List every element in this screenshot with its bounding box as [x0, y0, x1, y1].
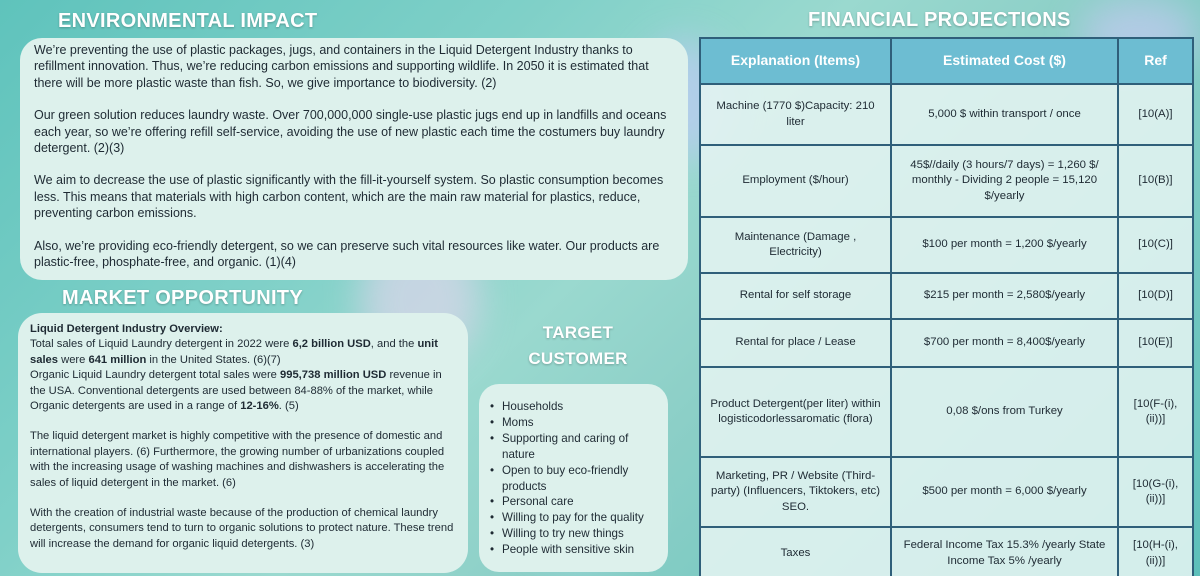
cell-ref: [10(C)] — [1118, 217, 1193, 273]
cell-ref: [10(H-(i), (ii))] — [1118, 527, 1193, 576]
text: , and the — [370, 338, 418, 351]
cell-item: Product Detergent(per liter) within logisticodorlessaromatic (flora) — [700, 367, 891, 457]
market-paragraph-organic — [30, 368, 458, 414]
column-header-explanation: Explanation (Items) — [700, 38, 891, 84]
cell-ref: [10(G-(i), (ii))] — [1118, 457, 1193, 527]
table-row — [700, 367, 1193, 457]
column-header-ref: Ref — [1118, 38, 1193, 84]
target-title-line: CUSTOMER — [528, 349, 628, 368]
list-item: • Supporting and caring of nature — [490, 431, 664, 463]
list-item: • Willing to pay for the quality — [490, 510, 664, 526]
environmental-paragraph: We’re preventing the use of plastic packages, jugs, and containers in the Liquid Detergent Industry thanks to refillment innovation. Thus, we’re reducing carbon emissions and supporting wildlife. In 2050 it is estimated that there will be more plastic waste than fish. So, we give importance to biodiversity. (2) — [34, 43, 649, 90]
text: . (5) — [278, 400, 299, 413]
cell-cost: 0,08 $/ons from Turkey — [891, 367, 1118, 457]
text: revenue in the USA. Conventional detergents are used between 84-88% of the market, while Organic detergents are used in a range of — [30, 369, 442, 413]
list-item: • People with sensitive skin — [490, 542, 664, 558]
text: were — [58, 353, 89, 366]
cell-cost: 5,000 $ within transport / once — [891, 84, 1118, 145]
sales-value: 6,2 billion USD — [292, 338, 371, 351]
cell-item: Marketing, PR / Website (Third-party) (Influencers, Tiktokers, etc) SEO. — [700, 457, 891, 527]
cell-item: Employment ($/hour) — [700, 145, 891, 217]
cell-item: Maintenance (Damage , Electricity) — [700, 217, 891, 273]
cell-ref: [10(F-(i), (ii))] — [1118, 367, 1193, 457]
table-row — [700, 273, 1193, 319]
target-title-line: TARGET — [542, 323, 614, 342]
list-item: • Households — [490, 399, 664, 415]
market-paragraph-trend: With the creation of industrial waste because of the production of chemical laundry detergents, consumers tend to turn to organic solutions to protect nature. These trend will increase the demand for organic liquid detergents. (3) — [30, 507, 454, 550]
cell-item: Rental for self storage — [700, 273, 891, 319]
list-item: • Personal care — [490, 494, 664, 510]
column-header-cost: Estimated Cost ($) — [891, 38, 1118, 84]
financial-projections-title: FINANCIAL PROJECTIONS — [808, 9, 1071, 31]
cell-item: Machine (1770 $)Capacity: 210 liter — [700, 84, 891, 145]
target-customer-card — [479, 384, 668, 572]
environmental-paragraph: Our green solution reduces laundry waste. Over 700,000,000 single-use plastic jugs end up in landfills and oceans each year, so we’re offering refill self-service, avoiding the use of new plastic each time the costumers buy laundry detergent. (2)(3) — [34, 108, 667, 156]
cell-cost: $500 per month = 6,000 $/yearly — [891, 457, 1118, 527]
table-row — [700, 84, 1193, 145]
environmental-paragraph: We aim to decrease the use of plastic significantly with the fill-it-yourself system. So plastic consumption becomes less. This means that materials with high carbon content, which are the main raw material for plastics, reduce, preventing carbon emissions. — [34, 173, 664, 221]
table-row — [700, 527, 1193, 576]
cell-ref: [10(B)] — [1118, 145, 1193, 217]
environmental-impact-card — [20, 38, 688, 280]
market-opportunity-card — [18, 313, 468, 573]
table-row — [700, 319, 1193, 367]
cell-cost: $215 per month = 2,580$/yearly — [891, 273, 1118, 319]
cell-cost: $700 per month = 8,400$/yearly — [891, 319, 1118, 367]
cell-ref: [10(A)] — [1118, 84, 1193, 145]
environmental-impact-title: ENVIRONMENTAL IMPACT — [58, 10, 318, 32]
environmental-paragraph: Also, we’re providing eco-friendly detergent, so we can preserve such vital resources like water. Our products are plastic-free, phosphate-free, and organic. (1)(4) — [34, 238, 660, 270]
unit-sales-label: unit sales — [30, 338, 438, 366]
list-item: • Willing to try new things — [490, 526, 664, 542]
target-customer-list — [490, 399, 664, 558]
market-paragraph-competition: The liquid detergent market is highly competitive with the presence of domestic and international players. (6) Furthermore, the growing number of urbanizations coupled with the increasing usage of washing machines and dishwashers is accelerating the sales of liquid detergent in the market. (6) — [30, 430, 445, 489]
organic-share-value: 12-16% — [240, 400, 279, 413]
cell-ref: [10(D)] — [1118, 273, 1193, 319]
market-opportunity-title: MARKET OPPORTUNITY — [62, 287, 303, 309]
unit-sales-value: 641 million — [88, 353, 147, 366]
cell-cost: 45$//daily (3 hours/7 days) = 1,260 $/ monthly - Dividing 2 people = 15,120 $/yearly — [891, 145, 1118, 217]
target-customer-title — [512, 320, 644, 372]
table-row — [700, 217, 1193, 273]
cell-cost: Federal Income Tax 15.3% /yearly State Income Tax 5% /yearly — [891, 527, 1118, 576]
financial-projections-table — [699, 37, 1194, 576]
text: in the United States. (6)(7) — [146, 353, 281, 366]
organic-revenue-value: 995,738 million USD — [280, 369, 387, 382]
list-item: • Open to buy eco-friendly products — [490, 463, 664, 495]
table-row — [700, 457, 1193, 527]
list-item: • Moms — [490, 415, 664, 431]
table-header-row — [700, 38, 1193, 84]
market-overview-heading: Liquid Detergent Industry Overview: — [30, 323, 223, 335]
table-row — [700, 145, 1193, 217]
cell-cost: $100 per month = 1,200 $/yearly — [891, 217, 1118, 273]
text: Total sales of Liquid Laundry detergent in 2022 were — [30, 338, 293, 351]
text: Organic Liquid Laundry detergent total sales were — [30, 369, 281, 382]
market-paragraph-sales — [30, 337, 458, 368]
cell-ref: [10(E)] — [1118, 319, 1193, 367]
cell-item: Taxes — [700, 527, 891, 576]
cell-item: Rental for place / Lease — [700, 319, 891, 367]
